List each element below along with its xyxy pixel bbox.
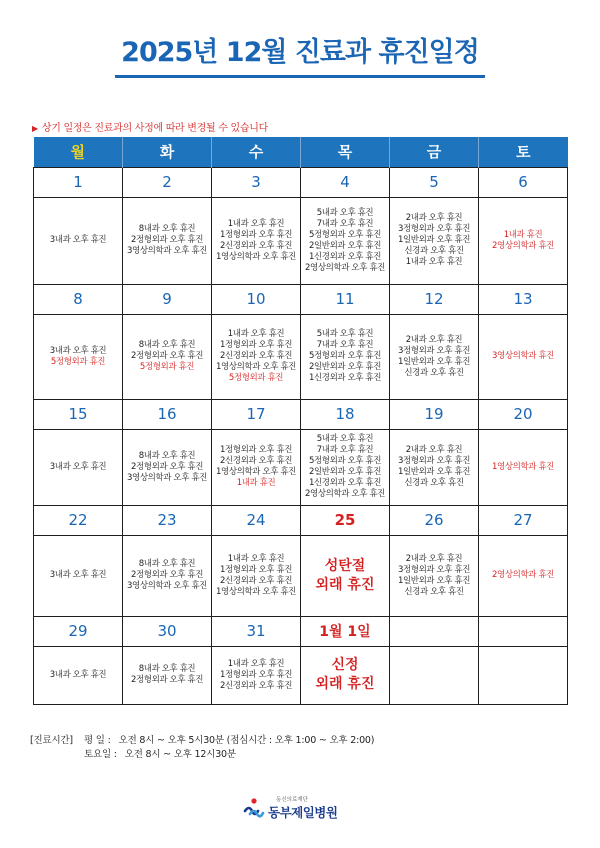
closure-entry: 2내과 오후 휴진 bbox=[405, 445, 463, 455]
date-number: 24 bbox=[212, 505, 301, 535]
day-schedule-cell bbox=[479, 197, 568, 284]
date-row bbox=[34, 505, 568, 535]
saturday-hours: 오전 8시 ~ 오후 12시30분 bbox=[124, 749, 236, 760]
schedule-row bbox=[34, 429, 568, 505]
holiday-label: 외래 휴진 bbox=[315, 576, 375, 593]
closure-entry: 1일반외과 오후 휴진 bbox=[397, 235, 471, 245]
hours-weekday-row bbox=[30, 734, 374, 748]
closure-entry: 2일반외과 오후 휴진 bbox=[308, 362, 382, 372]
closure-entry: 1일반외과 오후 휴진 bbox=[397, 356, 471, 367]
day-schedule-cell bbox=[34, 314, 123, 399]
date-number: 1월 1일 bbox=[301, 616, 390, 646]
day-schedule-cell bbox=[301, 314, 390, 399]
date-number: 2 bbox=[123, 167, 212, 197]
closure-entry: 3정형외과 오후 휴진 bbox=[397, 224, 471, 234]
date-row bbox=[34, 399, 568, 429]
closure-entry: 2정형외과 오후 휴진 bbox=[130, 461, 204, 472]
closure-entry: 5정형외과 휴진 bbox=[139, 362, 195, 372]
day-schedule-cell bbox=[212, 429, 301, 505]
closure-entry: 2내과 오후 휴진 bbox=[405, 213, 463, 223]
closure-entry: 3내과 오후 휴진 bbox=[49, 669, 107, 680]
closure-entry: 7내과 오후 휴진 bbox=[316, 340, 374, 350]
day-schedule-cell bbox=[212, 535, 301, 616]
date-number bbox=[479, 616, 568, 646]
triangle-right-icon: ▶ bbox=[32, 124, 38, 133]
closure-entry: 3내과 오후 휴진 bbox=[49, 461, 107, 472]
date-number: 1 bbox=[34, 167, 123, 197]
hospital-logo-icon bbox=[243, 797, 265, 819]
closure-entry: 1내과 오후 휴진 bbox=[405, 257, 463, 267]
closure-entry: 3정형외과 오후 휴진 bbox=[397, 345, 471, 356]
closure-entry: 1정형외과 오후 휴진 bbox=[219, 669, 293, 680]
date-number bbox=[390, 616, 479, 646]
closure-entry: 1영상의학과 오후 휴진 bbox=[216, 467, 296, 477]
date-number: 20 bbox=[479, 399, 568, 429]
notice-text: 상기 일정은 진료과의 사정에 따라 변경될 수 있습니다 bbox=[41, 123, 268, 134]
date-number: 26 bbox=[390, 505, 479, 535]
schedule-row bbox=[34, 535, 568, 616]
clinic-hours bbox=[30, 734, 374, 762]
closure-entry: 2정형외과 오후 휴진 bbox=[130, 675, 204, 685]
closure-entry: 신경과 오후 휴진 bbox=[404, 478, 464, 488]
holiday-label: 신정 bbox=[331, 657, 359, 673]
closure-entry: 5정형외과 오후 휴진 bbox=[308, 229, 382, 240]
closure-entry: 2내과 오후 휴진 bbox=[405, 553, 463, 564]
closure-entry: 5내과 오후 휴진 bbox=[316, 329, 374, 339]
day-schedule-cell bbox=[390, 535, 479, 616]
closure-entry: 1내과 오후 휴진 bbox=[227, 553, 285, 564]
closure-entry: 5내과 오후 휴진 bbox=[316, 207, 374, 218]
closure-entry: 1정형외과 오후 휴진 bbox=[219, 229, 293, 240]
day-schedule-cell bbox=[301, 197, 390, 284]
closure-entry: 2일반외과 오후 휴진 bbox=[308, 467, 382, 477]
hours-label: [진료시간] bbox=[30, 735, 73, 746]
date-number: 31 bbox=[212, 616, 301, 646]
closure-entry: 1영상의학과 오후 휴진 bbox=[216, 362, 296, 372]
closure-entry: 1정형외과 오후 휴진 bbox=[219, 445, 293, 455]
closure-entry: 3내과 오후 휴진 bbox=[49, 345, 107, 356]
day-schedule-cell bbox=[390, 646, 479, 704]
date-number: 13 bbox=[479, 284, 568, 314]
holiday-label: 외래 휴진 bbox=[315, 676, 375, 692]
header bbox=[0, 30, 600, 78]
weekday-label: 평 일 : bbox=[84, 735, 111, 746]
date-row bbox=[34, 284, 568, 314]
day-schedule-cell bbox=[390, 197, 479, 284]
day-schedule-cell bbox=[390, 314, 479, 399]
closure-entry: 2영상의학과 휴진 bbox=[492, 570, 554, 580]
date-number: 8 bbox=[34, 284, 123, 314]
closure-entry: 1내과 휴진 bbox=[236, 478, 276, 488]
closure-entry: 1내과 오후 휴진 bbox=[227, 218, 285, 229]
closure-entry: 3내과 오후 휴진 bbox=[49, 570, 107, 580]
date-number: 6 bbox=[479, 167, 568, 197]
schedule-calendar bbox=[33, 137, 568, 705]
weekday-tue: 화 bbox=[123, 137, 212, 167]
closure-entry: 2신경외과 오후 휴진 bbox=[219, 240, 293, 251]
saturday-label: 토요일 : bbox=[84, 749, 117, 760]
date-number: 25 bbox=[301, 505, 390, 535]
closure-entry: 2신경외과 오후 휴진 bbox=[219, 456, 293, 466]
date-row bbox=[34, 167, 568, 197]
hospital-logo bbox=[243, 795, 337, 821]
closure-entry: 8내과 오후 휴진 bbox=[138, 340, 196, 350]
weekday-sat: 토 bbox=[479, 137, 568, 167]
closure-entry: 1내과 휴진 bbox=[503, 229, 543, 240]
day-schedule-cell bbox=[123, 646, 212, 704]
date-number: 27 bbox=[479, 505, 568, 535]
closure-entry: 2일반외과 오후 휴진 bbox=[308, 240, 382, 251]
weekday-mon: 월 bbox=[34, 137, 123, 167]
closure-entry: 2영상의학과 오후 휴진 bbox=[305, 262, 385, 273]
closure-entry: 1신경외과 오후 휴진 bbox=[308, 251, 382, 262]
closure-entry: 2신경외과 오후 휴진 bbox=[219, 575, 293, 586]
weekday-thu: 목 bbox=[301, 137, 390, 167]
day-schedule-cell bbox=[123, 429, 212, 505]
date-number: 30 bbox=[123, 616, 212, 646]
date-number: 23 bbox=[123, 505, 212, 535]
closure-entry: 3영상의학과 오후 휴진 bbox=[127, 581, 207, 591]
closure-entry: 2정형외과 오후 휴진 bbox=[130, 235, 204, 245]
day-schedule-cell bbox=[212, 646, 301, 704]
closure-entry: 2정형외과 오후 휴진 bbox=[130, 351, 204, 361]
closure-entry: 7내과 오후 휴진 bbox=[316, 218, 374, 229]
closure-entry: 1일반외과 오후 휴진 bbox=[397, 467, 471, 477]
closure-entry: 8내과 오후 휴진 bbox=[138, 559, 196, 569]
day-schedule-cell bbox=[479, 646, 568, 704]
notice bbox=[32, 119, 268, 134]
weekday-header-row bbox=[34, 137, 568, 167]
logo-subtitle: 동신의료재단 bbox=[276, 797, 308, 803]
closure-entry: 5정형외과 오후 휴진 bbox=[308, 351, 382, 361]
day-schedule-cell bbox=[34, 197, 123, 284]
date-number: 17 bbox=[212, 399, 301, 429]
date-number: 4 bbox=[301, 167, 390, 197]
day-schedule-cell bbox=[123, 535, 212, 616]
day-schedule-cell bbox=[34, 646, 123, 704]
day-schedule-cell bbox=[34, 535, 123, 616]
schedule-row bbox=[34, 314, 568, 399]
closure-entry: 2내과 오후 휴진 bbox=[405, 334, 463, 345]
day-schedule-cell bbox=[34, 429, 123, 505]
date-number: 12 bbox=[390, 284, 479, 314]
date-number: 22 bbox=[34, 505, 123, 535]
closure-entry: 8내과 오후 휴진 bbox=[138, 450, 196, 461]
logo-name: 동부제일병원 bbox=[268, 805, 338, 820]
day-schedule-cell bbox=[479, 314, 568, 399]
closure-entry: 3내과 오후 휴진 bbox=[49, 235, 107, 245]
date-number: 18 bbox=[301, 399, 390, 429]
date-number: 15 bbox=[34, 399, 123, 429]
closure-entry: 7내과 오후 휴진 bbox=[316, 445, 374, 455]
closure-entry: 8내과 오후 휴진 bbox=[138, 664, 196, 674]
closure-entry: 3영상의학과 오후 휴진 bbox=[127, 472, 207, 483]
hours-saturday-row bbox=[30, 748, 374, 762]
day-schedule-cell bbox=[301, 646, 390, 704]
closure-entry: 2영상의학과 오후 휴진 bbox=[305, 489, 385, 499]
closure-entry: 2정형외과 오후 휴진 bbox=[130, 570, 204, 580]
date-number: 16 bbox=[123, 399, 212, 429]
date-number: 11 bbox=[301, 284, 390, 314]
closure-entry: 8내과 오후 휴진 bbox=[138, 224, 196, 234]
closure-entry: 3영상의학과 오후 휴진 bbox=[127, 246, 207, 256]
weekday-hours: 오전 8시 ~ 오후 5시30분 (점심시간 : 오후 1:00 ~ 오후 2:00) bbox=[118, 735, 375, 746]
closure-entry: 3정형외과 오후 휴진 bbox=[397, 456, 471, 466]
date-row bbox=[34, 616, 568, 646]
date-number: 29 bbox=[34, 616, 123, 646]
closure-entry: 1정형외과 오후 휴진 bbox=[219, 340, 293, 350]
closure-entry: 5정형외과 휴진 bbox=[228, 373, 284, 383]
page-title: 2025년 12월 진료과 휴진일정 bbox=[115, 30, 485, 78]
date-number: 3 bbox=[212, 167, 301, 197]
closure-entry: 1신경외과 오후 휴진 bbox=[308, 478, 382, 488]
closure-entry: 1영상의학과 오후 휴진 bbox=[216, 586, 296, 597]
day-schedule-cell bbox=[123, 197, 212, 284]
closure-entry: 5내과 오후 휴진 bbox=[316, 434, 374, 444]
day-schedule-cell bbox=[123, 314, 212, 399]
closure-entry: 1신경외과 오후 휴진 bbox=[308, 373, 382, 383]
closure-entry: 5정형외과 휴진 bbox=[50, 356, 106, 367]
closure-entry: 5정형외과 오후 휴진 bbox=[308, 456, 382, 466]
date-number: 9 bbox=[123, 284, 212, 314]
closure-entry: 신경과 오후 휴진 bbox=[404, 367, 464, 378]
day-schedule-cell bbox=[212, 197, 301, 284]
schedule-row bbox=[34, 197, 568, 284]
day-schedule-cell bbox=[301, 429, 390, 505]
closure-entry: 1영상의학과 휴진 bbox=[492, 461, 554, 472]
day-schedule-cell bbox=[390, 429, 479, 505]
closure-entry: 신경과 오후 휴진 bbox=[404, 586, 464, 597]
closure-entry: 2신경외과 오후 휴진 bbox=[219, 351, 293, 361]
calendar-body bbox=[34, 167, 568, 704]
date-number: 19 bbox=[390, 399, 479, 429]
closure-entry: 1내과 오후 휴진 bbox=[227, 658, 285, 669]
day-schedule-cell bbox=[212, 314, 301, 399]
date-number: 5 bbox=[390, 167, 479, 197]
closure-entry: 1영상의학과 오후 휴진 bbox=[216, 251, 296, 262]
weekday-wed: 수 bbox=[212, 137, 301, 167]
closure-entry: 3정형외과 오후 휴진 bbox=[397, 564, 471, 575]
closure-entry: 1내과 오후 휴진 bbox=[227, 329, 285, 339]
closure-entry: 1정형외과 오후 휴진 bbox=[219, 564, 293, 575]
closure-entry: 신경과 오후 휴진 bbox=[404, 246, 464, 256]
closure-entry: 2신경외과 오후 휴진 bbox=[219, 680, 293, 691]
closure-entry: 3영상의학과 휴진 bbox=[492, 351, 554, 361]
schedule-row bbox=[34, 646, 568, 704]
closure-entry: 2영상의학과 휴진 bbox=[492, 240, 554, 251]
date-number: 10 bbox=[212, 284, 301, 314]
weekday-fri: 금 bbox=[390, 137, 479, 167]
day-schedule-cell bbox=[479, 429, 568, 505]
day-schedule-cell bbox=[301, 535, 390, 616]
holiday-label: 성탄절 bbox=[324, 557, 366, 574]
day-schedule-cell bbox=[479, 535, 568, 616]
closure-entry: 1일반외과 오후 휴진 bbox=[397, 575, 471, 586]
